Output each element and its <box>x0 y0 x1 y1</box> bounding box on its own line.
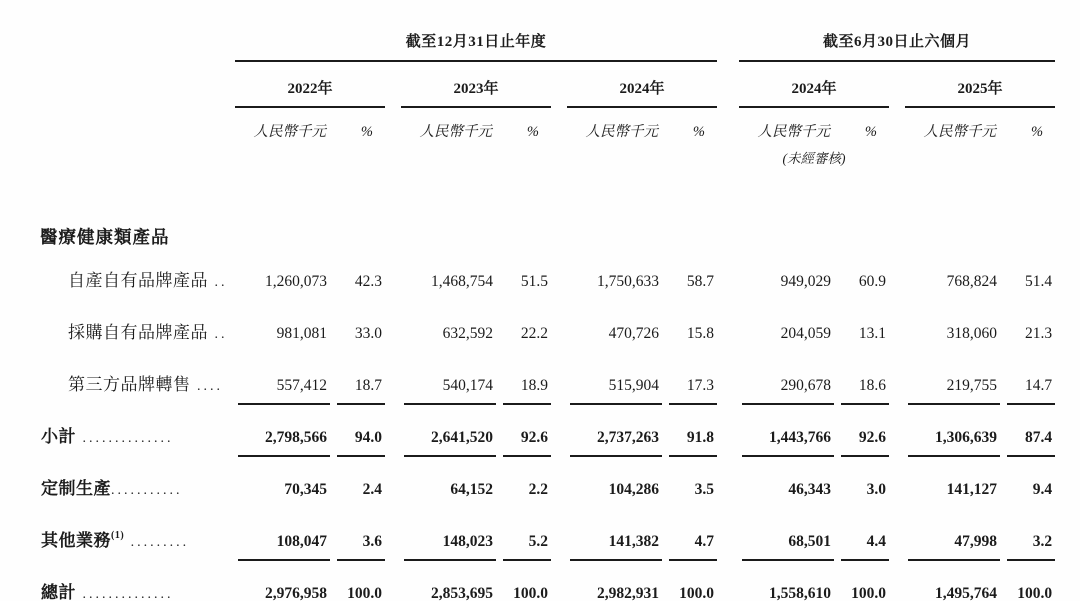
category-header: 醫療健康類產品 <box>40 227 170 247</box>
row-label-dots: .............. <box>76 587 174 601</box>
period-header-annual: 截至12月31日止年度 <box>235 0 717 61</box>
unit-label: 人民幣千元 <box>585 124 658 140</box>
row-label: 定制生產 <box>41 479 111 498</box>
cell-2023-pct: 2.2 <box>528 481 548 498</box>
cell-2024h1-pct: 18.6 <box>834 353 889 405</box>
row-label: 總計 <box>41 583 76 601</box>
cell-2024-pct: 17.3 <box>662 353 717 405</box>
cell-2024h1-rmb: 204,059 <box>780 325 832 342</box>
cell-2023-rmb: 64,152 <box>450 481 493 498</box>
cell-2023-pct: 18.9 <box>496 353 551 405</box>
cell-2024-rmb: 141,382 <box>567 509 662 561</box>
cell-2025h1-pct: 21.3 <box>1024 325 1053 342</box>
unit-label: 人民幣千元 <box>923 124 997 140</box>
table-row-subtotal <box>40 405 1055 457</box>
unit-label: 人民幣千元 <box>253 124 326 140</box>
year-header-2023: 2023年 <box>401 61 551 107</box>
row-label-dots: .. <box>208 327 228 342</box>
unit-header-row <box>40 107 1055 142</box>
cell-2024h1-rmb: 949,029 <box>780 273 832 290</box>
cell-2024-rmb: 470,726 <box>608 325 659 342</box>
cell-2023-rmb: 2,641,520 <box>401 405 496 457</box>
table-row-self-produced <box>40 249 1055 301</box>
cell-2025h1-pct: 9.4 <box>1032 481 1053 498</box>
table-row-third-party <box>40 353 1055 405</box>
cell-2023-rmb: 540,174 <box>401 353 496 405</box>
unit-label: 人民幣千元 <box>757 124 831 140</box>
table-row-custom-production <box>40 457 1055 509</box>
cell-2023-rmb: 1,468,754 <box>431 273 493 290</box>
cell-2025h1-rmb: 318,060 <box>946 325 998 342</box>
cell-2022-pct: 42.3 <box>354 273 382 290</box>
section-header-row <box>40 0 1055 61</box>
cell-2022-pct: 94.0 <box>330 405 385 457</box>
cell-2024-rmb: 2,737,263 <box>567 405 662 457</box>
cell-2022-rmb: 108,047 <box>235 509 330 561</box>
cell-2025h1-pct: 14.7 <box>1000 353 1055 405</box>
cell-2022-rmb: 557,412 <box>235 353 330 405</box>
cell-2022-pct: 3.6 <box>330 509 385 561</box>
cell-2025h1-pct: 51.4 <box>1024 273 1053 290</box>
cell-2025h1-rmb: 47,998 <box>905 509 1000 561</box>
cell-2022-rmb: 2,798,566 <box>235 405 330 457</box>
percent-label: % <box>526 124 539 140</box>
cell-2025h1-rmb: 141,127 <box>946 481 998 498</box>
cell-2025h1-rmb: 768,824 <box>946 273 998 290</box>
row-label-dots: .... <box>190 379 223 394</box>
cell-2024h1-pct: 92.6 <box>834 405 889 457</box>
year-header-row <box>40 61 1055 107</box>
percent-label: % <box>864 124 878 140</box>
cell-2023-rmb: 148,023 <box>401 509 496 561</box>
cell-2022-rmb: 70,345 <box>284 481 327 498</box>
category-row <box>40 168 1055 249</box>
table-row-procured <box>40 301 1055 353</box>
cell-2023-pct: 51.5 <box>520 273 548 290</box>
cell-2024h1-rmb: 290,678 <box>739 353 834 405</box>
period-header-interim: 截至6月30日止六個月 <box>739 0 1055 61</box>
cell-2023-pct: 92.6 <box>496 405 551 457</box>
year-header-2022: 2022年 <box>235 61 385 107</box>
cell-2023-pct: 5.2 <box>496 509 551 561</box>
cell-2023-pct: 22.2 <box>520 325 548 342</box>
cell-2024h1-pct: 4.4 <box>834 509 889 561</box>
cell-2024-pct: 15.8 <box>686 325 715 342</box>
cell-2025h1-pct: 3.2 <box>1000 509 1055 561</box>
cell-2024h1-pct: 3.0 <box>866 481 887 498</box>
cell-2024h1-pct: 100.0 <box>834 561 889 601</box>
row-label-footnote: (1) <box>111 530 125 542</box>
row-label: 其他業務 <box>41 531 111 550</box>
cell-2024h1-rmb: 46,343 <box>788 481 832 498</box>
cell-2024-rmb: 1,750,633 <box>597 273 659 290</box>
cell-2024-rmb: 2,982,931 <box>567 561 662 601</box>
table-row-total <box>40 561 1055 601</box>
row-label: 第三方品牌轉售 <box>68 375 191 394</box>
percent-label: % <box>1030 124 1044 140</box>
cell-2022-pct: 18.7 <box>330 353 385 405</box>
cell-2024h1-rmb: 1,443,766 <box>739 405 834 457</box>
cell-2025h1-rmb: 1,495,764 <box>905 561 1000 601</box>
row-label-dots: .............. <box>76 431 174 446</box>
cell-2022-pct: 100.0 <box>330 561 385 601</box>
cell-2024-pct: 100.0 <box>662 561 717 601</box>
cell-2024-pct: 91.8 <box>662 405 717 457</box>
year-header-2024-interim: 2024年 <box>739 61 889 107</box>
cell-2022-rmb: 2,976,958 <box>235 561 330 601</box>
cell-2022-rmb: 981,081 <box>276 325 327 342</box>
cell-2023-rmb: 632,592 <box>442 325 493 342</box>
cell-2023-rmb: 2,853,695 <box>401 561 496 601</box>
cell-2024h1-rmb: 1,558,610 <box>739 561 834 601</box>
row-label-dots: ........... <box>111 483 183 498</box>
year-header-2025-interim: 2025年 <box>905 61 1055 107</box>
cell-2024h1-pct: 60.9 <box>858 273 887 290</box>
year-header-2024: 2024年 <box>567 61 717 107</box>
row-label: 採購自有品牌產品 <box>68 323 208 342</box>
unit-label: 人民幣千元 <box>419 124 492 140</box>
row-label-dots: .. <box>208 275 228 290</box>
cell-2024-pct: 4.7 <box>662 509 717 561</box>
row-label-dots: ......... <box>124 535 190 550</box>
cell-2025h1-rmb: 1,306,639 <box>905 405 1000 457</box>
cell-2025h1-pct: 100.0 <box>1000 561 1055 601</box>
unaudited-note-row <box>40 142 1055 168</box>
percent-label: % <box>360 124 373 140</box>
cell-2025h1-rmb: 219,755 <box>905 353 1000 405</box>
cell-2024-pct: 58.7 <box>686 273 715 290</box>
cell-2024h1-pct: 13.1 <box>858 325 887 342</box>
cell-2024h1-rmb: 68,501 <box>739 509 834 561</box>
revenue-breakdown-table <box>40 0 1055 601</box>
unaudited-note: (未經審核) <box>782 151 846 166</box>
cell-2022-pct: 2.4 <box>362 481 382 498</box>
cell-2024-rmb: 515,904 <box>567 353 662 405</box>
row-label: 小計 <box>41 427 76 446</box>
cell-2024-pct: 3.5 <box>694 481 715 498</box>
table-row-other-business <box>40 509 1055 561</box>
percent-label: % <box>692 124 706 140</box>
cell-2022-pct: 33.0 <box>354 325 382 342</box>
row-label: 自產自有品牌產品 <box>68 271 208 290</box>
cell-2023-pct: 100.0 <box>496 561 551 601</box>
cell-2025h1-pct: 87.4 <box>1000 405 1055 457</box>
cell-2022-rmb: 1,260,073 <box>265 273 327 290</box>
cell-2024-rmb: 104,286 <box>608 481 659 498</box>
